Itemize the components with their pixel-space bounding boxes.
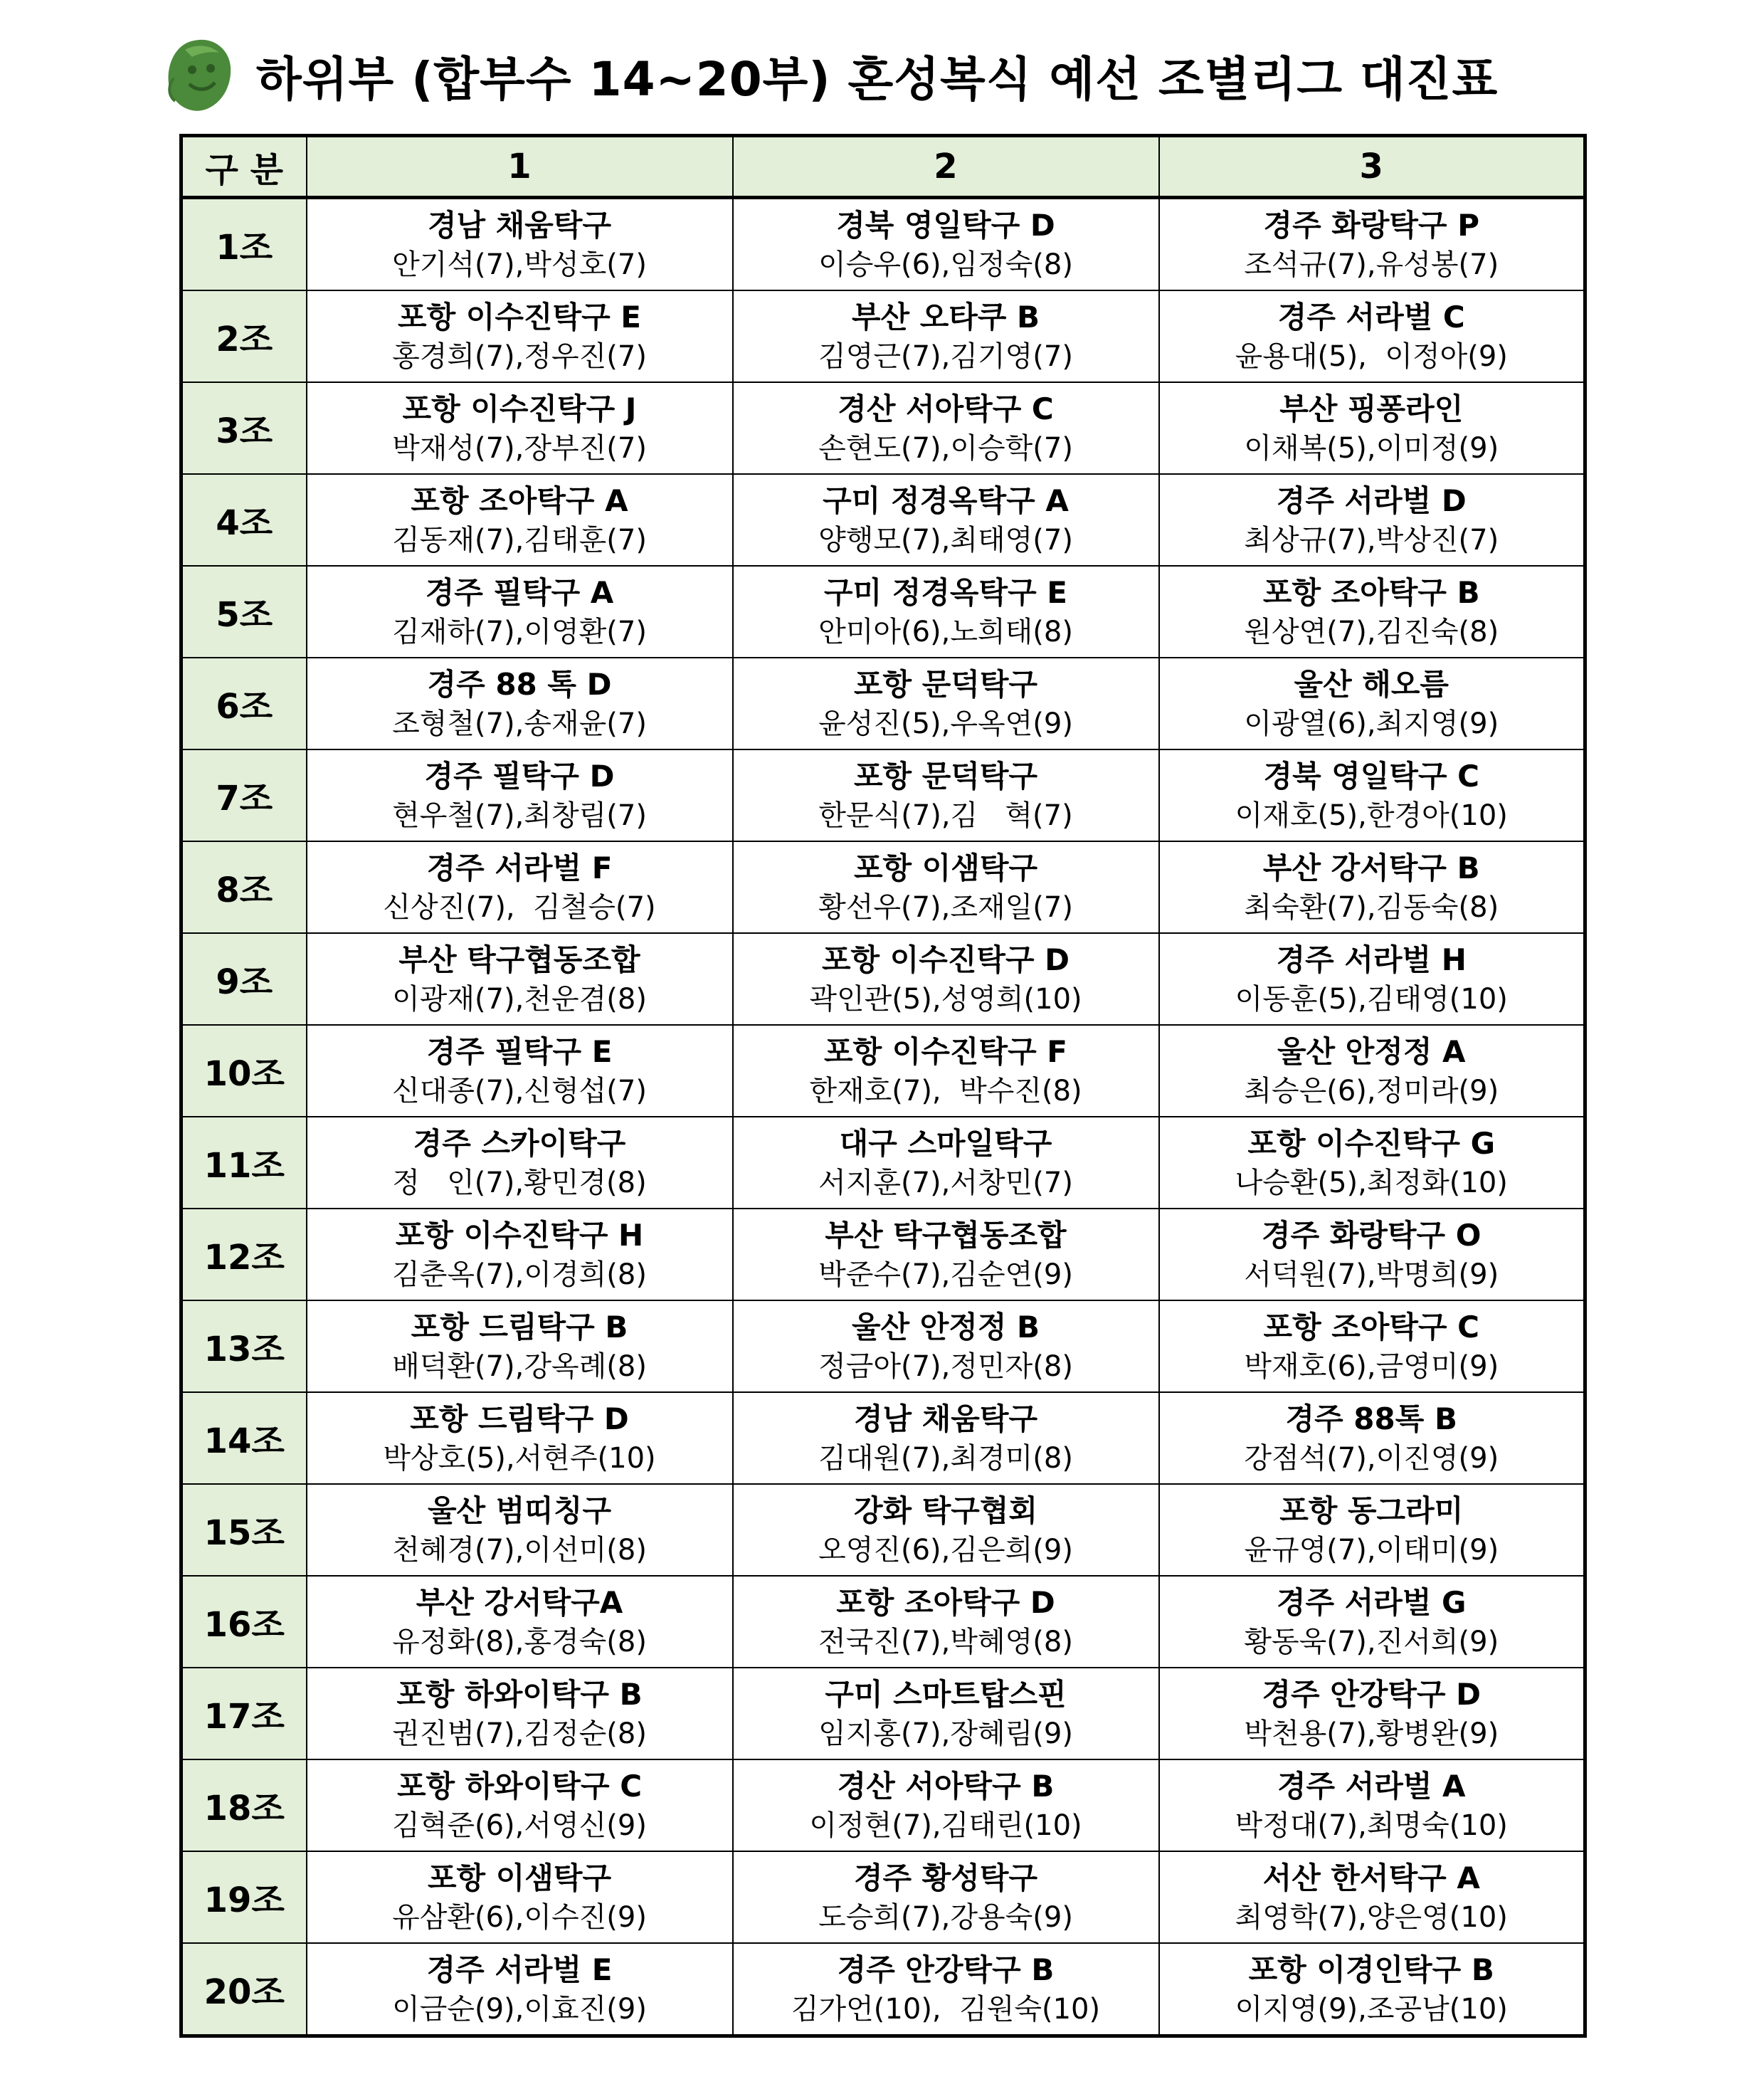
player-pair: 양행모(7),최태영(7) bbox=[818, 523, 1073, 557]
club-name: 대구 스마일탁구 bbox=[839, 1125, 1052, 1161]
club-name: 경산 서아탁구 C bbox=[838, 391, 1054, 426]
player-pair: 이광열(6),최지영(9) bbox=[1244, 707, 1499, 740]
table-row bbox=[181, 1576, 1585, 1668]
club-name: 구미 정경옥탁구 E bbox=[824, 574, 1067, 610]
team-cell bbox=[733, 841, 1159, 933]
player-pair: 신상진(7), 김철승(7) bbox=[383, 890, 656, 924]
club-name: 포항 조아탁구 D bbox=[836, 1584, 1055, 1620]
player-pair: 이정현(7),김태린(10) bbox=[809, 1809, 1082, 1842]
team-cell bbox=[1159, 749, 1585, 841]
team-cell bbox=[307, 382, 733, 474]
club-name: 경주 서라벌 C bbox=[1277, 299, 1465, 335]
group-label: 15조 bbox=[181, 1484, 307, 1576]
team-cell bbox=[307, 198, 733, 291]
team-cell bbox=[733, 1851, 1159, 1943]
team-cell bbox=[1159, 1576, 1585, 1668]
team-cell bbox=[1159, 198, 1585, 291]
player-pair: 윤용대(5), 이정아(9) bbox=[1235, 340, 1508, 373]
club-name: 경남 채움탁구 bbox=[427, 207, 612, 243]
table-row bbox=[181, 749, 1585, 841]
player-pair: 현우철(7),최창림(7) bbox=[392, 799, 647, 832]
group-label: 11조 bbox=[181, 1117, 307, 1209]
club-name: 포항 이수진탁구 H bbox=[395, 1217, 644, 1253]
club-name: 서산 한서탁구 A bbox=[1262, 1860, 1480, 1895]
player-pair: 권진범(7),김정순(8) bbox=[392, 1717, 647, 1750]
player-pair: 이동훈(5),김태영(10) bbox=[1235, 982, 1508, 1016]
table-header-row bbox=[181, 136, 1585, 198]
player-pair: 신대종(7),신형섭(7) bbox=[392, 1074, 647, 1107]
player-pair: 김혁준(6),서영신(9) bbox=[392, 1809, 647, 1842]
player-pair: 전국진(7),박혜영(8) bbox=[818, 1625, 1073, 1658]
group-label: 3조 bbox=[181, 382, 307, 474]
club-name: 경산 서아탁구 B bbox=[837, 1768, 1055, 1804]
player-pair: 이채복(5),이미정(9) bbox=[1244, 431, 1499, 465]
table-row bbox=[181, 474, 1585, 566]
player-pair: 박천용(7),황병완(9) bbox=[1244, 1717, 1499, 1750]
club-name: 부산 강서탁구A bbox=[416, 1584, 623, 1620]
team-cell bbox=[1159, 1943, 1585, 2036]
club-name: 경북 영일탁구 D bbox=[836, 207, 1055, 243]
club-name: 경북 영일탁구 C bbox=[1263, 758, 1479, 794]
player-pair: 나승환(5),최정화(10) bbox=[1235, 1166, 1508, 1199]
header-slot-3: 3 bbox=[1159, 136, 1585, 198]
group-label: 10조 bbox=[181, 1025, 307, 1117]
player-pair: 손현도(7),이승학(7) bbox=[818, 431, 1073, 465]
group-label: 14조 bbox=[181, 1392, 307, 1484]
club-name: 경주 안강탁구 D bbox=[1262, 1676, 1482, 1712]
club-name: 경주 화랑탁구 O bbox=[1262, 1217, 1482, 1253]
team-cell bbox=[1159, 1484, 1585, 1576]
team-cell bbox=[1159, 474, 1585, 566]
team-cell bbox=[733, 1209, 1159, 1300]
club-name: 부산 탁구협동조합 bbox=[398, 942, 640, 977]
team-cell bbox=[1159, 658, 1585, 749]
club-name: 포항 하와이탁구 B bbox=[396, 1676, 643, 1712]
team-cell bbox=[307, 1209, 733, 1300]
header-slot-1: 1 bbox=[307, 136, 733, 198]
team-cell bbox=[733, 382, 1159, 474]
group-label: 19조 bbox=[181, 1851, 307, 1943]
table-row bbox=[181, 1484, 1585, 1576]
player-pair: 곽인관(5),성영희(10) bbox=[809, 982, 1082, 1016]
player-pair: 임지홍(7),장혜림(9) bbox=[818, 1717, 1073, 1750]
group-label: 1조 bbox=[181, 198, 307, 291]
player-pair: 서지훈(7),서창민(7) bbox=[818, 1166, 1073, 1199]
club-name: 경주 서라벌 G bbox=[1276, 1584, 1467, 1620]
club-name: 경남 채움탁구 bbox=[853, 1401, 1038, 1436]
player-pair: 유정화(8),홍경숙(8) bbox=[392, 1625, 647, 1658]
club-name: 부산 오타쿠 B bbox=[851, 299, 1040, 335]
club-name: 경주 화랑탁구 P bbox=[1263, 207, 1479, 243]
player-pair: 최상규(7),박상진(7) bbox=[1244, 523, 1499, 557]
table-row bbox=[181, 658, 1585, 749]
player-pair: 황선우(7),조재일(7) bbox=[818, 890, 1073, 924]
player-pair: 윤성진(5),우옥연(9) bbox=[818, 707, 1073, 740]
player-pair: 서덕원(7),박명희(9) bbox=[1244, 1258, 1499, 1291]
club-name: 포항 문덕탁구 bbox=[853, 758, 1038, 794]
club-name: 울산 해오름 bbox=[1294, 666, 1449, 702]
club-name: 포항 이경인탁구 B bbox=[1248, 1952, 1494, 1987]
player-pair: 박재성(7),장부진(7) bbox=[392, 431, 647, 465]
team-cell bbox=[307, 1943, 733, 2036]
club-name: 포항 이수진탁구 G bbox=[1247, 1125, 1496, 1161]
club-name: 강화 탁구협회 bbox=[853, 1493, 1038, 1528]
club-name: 울산 안정정 B bbox=[851, 1309, 1040, 1344]
club-name: 포항 문덕탁구 bbox=[853, 666, 1038, 702]
club-name: 포항 드림탁구 B bbox=[411, 1309, 628, 1344]
header-slot-2: 2 bbox=[733, 136, 1159, 198]
club-name: 울산 범띠칭구 bbox=[427, 1493, 612, 1528]
club-name: 경주 필탁구 D bbox=[424, 758, 615, 794]
player-pair: 김재하(7),이영환(7) bbox=[392, 615, 647, 648]
player-pair: 이지영(9),조공남(10) bbox=[1235, 1992, 1508, 2026]
player-pair: 정금아(7),정민자(8) bbox=[818, 1349, 1073, 1383]
club-name: 포항 이수진탁구 E bbox=[398, 299, 641, 335]
team-cell bbox=[733, 1943, 1159, 2036]
team-cell bbox=[307, 1300, 733, 1392]
table-row bbox=[181, 382, 1585, 474]
team-cell bbox=[1159, 1392, 1585, 1484]
player-pair: 최승은(6),정미라(9) bbox=[1244, 1074, 1499, 1107]
club-name: 경주 서라벌 E bbox=[426, 1952, 613, 1987]
player-pair: 박상호(5),서현주(10) bbox=[383, 1441, 656, 1475]
group-label: 18조 bbox=[181, 1759, 307, 1851]
table-body bbox=[181, 198, 1585, 2036]
club-name: 포항 동그라미 bbox=[1279, 1493, 1464, 1528]
green-leaf-mascot-icon bbox=[164, 36, 235, 114]
club-name: 부산 탁구협동조합 bbox=[825, 1217, 1067, 1253]
team-cell bbox=[733, 1117, 1159, 1209]
club-name: 포항 이수진탁구 J bbox=[402, 391, 637, 426]
team-cell bbox=[1159, 382, 1585, 474]
team-cell bbox=[733, 198, 1159, 291]
club-name: 포항 이샘탁구 bbox=[427, 1860, 612, 1895]
team-cell bbox=[1159, 1759, 1585, 1851]
team-cell bbox=[307, 1851, 733, 1943]
team-cell bbox=[307, 749, 733, 841]
team-cell bbox=[307, 1484, 733, 1576]
team-cell bbox=[733, 1025, 1159, 1117]
club-name: 경주 안강탁구 B bbox=[837, 1952, 1055, 1987]
team-cell bbox=[307, 658, 733, 749]
team-cell bbox=[1159, 933, 1585, 1025]
table-row bbox=[181, 290, 1585, 382]
player-pair: 김동재(7),김태훈(7) bbox=[392, 523, 647, 557]
player-pair: 김영근(7),김기영(7) bbox=[818, 340, 1073, 373]
club-name: 경주 서라벌 F bbox=[426, 850, 613, 885]
player-pair: 이금순(9),이효진(9) bbox=[392, 1992, 647, 2026]
club-name: 포항 이수진탁구 D bbox=[821, 942, 1070, 977]
team-cell bbox=[733, 474, 1159, 566]
table-row bbox=[181, 1943, 1585, 2036]
group-label: 7조 bbox=[181, 749, 307, 841]
team-cell bbox=[307, 1025, 733, 1117]
group-label: 5조 bbox=[181, 566, 307, 658]
player-pair: 박정대(7),최명숙(10) bbox=[1235, 1809, 1508, 1842]
player-pair: 원상연(7),김진숙(8) bbox=[1244, 615, 1499, 648]
table-row bbox=[181, 1025, 1585, 1117]
player-pair: 안미아(6),노희태(8) bbox=[818, 615, 1073, 648]
player-pair: 박준수(7),김순연(9) bbox=[818, 1258, 1073, 1291]
player-pair: 이승우(6),임정숙(8) bbox=[818, 248, 1073, 281]
team-cell bbox=[1159, 1668, 1585, 1759]
team-cell bbox=[1159, 566, 1585, 658]
team-cell bbox=[733, 290, 1159, 382]
club-name: 포항 이수진탁구 F bbox=[824, 1033, 1067, 1069]
player-pair: 윤규영(7),이태미(9) bbox=[1244, 1533, 1499, 1567]
group-label: 16조 bbox=[181, 1576, 307, 1668]
club-name: 경주 스카이탁구 bbox=[413, 1125, 626, 1161]
team-cell bbox=[1159, 1025, 1585, 1117]
team-cell bbox=[1159, 1851, 1585, 1943]
table-row bbox=[181, 1209, 1585, 1300]
team-cell bbox=[307, 1576, 733, 1668]
player-pair: 김가언(10), 김원숙(10) bbox=[791, 1992, 1101, 2026]
team-cell bbox=[733, 566, 1159, 658]
group-label: 12조 bbox=[181, 1209, 307, 1300]
table-row bbox=[181, 566, 1585, 658]
club-name: 경주 황성탁구 bbox=[853, 1860, 1038, 1895]
team-cell bbox=[307, 841, 733, 933]
player-pair: 정 인(7),황민경(8) bbox=[392, 1166, 647, 1199]
team-cell bbox=[733, 933, 1159, 1025]
player-pair: 최영학(7),양은영(10) bbox=[1235, 1900, 1508, 1934]
club-name: 부산 강서탁구 B bbox=[1262, 850, 1480, 885]
team-cell bbox=[307, 566, 733, 658]
club-name: 경주 88톡 B bbox=[1285, 1401, 1457, 1436]
table-row bbox=[181, 1759, 1585, 1851]
group-label: 13조 bbox=[181, 1300, 307, 1392]
team-cell bbox=[733, 749, 1159, 841]
player-pair: 홍경희(7),정우진(7) bbox=[392, 340, 647, 373]
team-cell bbox=[1159, 1300, 1585, 1392]
table-row bbox=[181, 1117, 1585, 1209]
club-name: 경주 88 톡 D bbox=[427, 666, 612, 702]
club-name: 포항 조아탁구 A bbox=[411, 483, 628, 518]
team-cell bbox=[307, 933, 733, 1025]
club-name: 포항 조아탁구 B bbox=[1262, 574, 1480, 610]
team-cell bbox=[733, 1576, 1159, 1668]
team-cell bbox=[307, 1117, 733, 1209]
player-pair: 배덕환(7),강옥례(8) bbox=[392, 1349, 647, 1383]
player-pair: 조석규(7),유성봉(7) bbox=[1244, 248, 1499, 281]
player-pair: 김춘옥(7),이경희(8) bbox=[392, 1258, 647, 1291]
player-pair: 안기석(7),박성호(7) bbox=[392, 248, 647, 281]
table-row bbox=[181, 841, 1585, 933]
table-row bbox=[181, 1392, 1585, 1484]
player-pair: 김대원(7),최경미(8) bbox=[818, 1441, 1073, 1475]
player-pair: 천혜경(7),이선미(8) bbox=[392, 1533, 647, 1567]
club-name: 경주 서라벌 D bbox=[1276, 483, 1467, 518]
team-cell bbox=[733, 1300, 1159, 1392]
club-name: 경주 필탁구 A bbox=[425, 574, 614, 610]
group-label: 8조 bbox=[181, 841, 307, 933]
page-header bbox=[164, 28, 1498, 121]
club-name: 포항 조아탁구 C bbox=[1263, 1309, 1479, 1344]
club-name: 포항 드림탁구 D bbox=[410, 1401, 629, 1436]
player-pair: 조형철(7),송재윤(7) bbox=[392, 707, 647, 740]
team-cell bbox=[733, 1392, 1159, 1484]
table-row bbox=[181, 1851, 1585, 1943]
player-pair: 유삼환(6),이수진(9) bbox=[392, 1900, 647, 1934]
table-row bbox=[181, 1300, 1585, 1392]
team-cell bbox=[1159, 1209, 1585, 1300]
player-pair: 한재호(7), 박수진(8) bbox=[809, 1074, 1082, 1107]
header-division: 구 분 bbox=[181, 136, 307, 198]
player-pair: 강점석(7),이진영(9) bbox=[1244, 1441, 1499, 1475]
club-name: 경주 서라벌 A bbox=[1277, 1768, 1466, 1804]
team-cell bbox=[1159, 1117, 1585, 1209]
team-cell bbox=[733, 1484, 1159, 1576]
group-label: 20조 bbox=[181, 1943, 307, 2036]
team-cell bbox=[307, 474, 733, 566]
player-pair: 도승희(7),강용숙(9) bbox=[818, 1900, 1073, 1934]
club-name: 포항 하와이탁구 C bbox=[396, 1768, 643, 1804]
team-cell bbox=[1159, 290, 1585, 382]
group-draw-table bbox=[179, 134, 1587, 2038]
team-cell bbox=[307, 1668, 733, 1759]
group-label: 2조 bbox=[181, 290, 307, 382]
table-row bbox=[181, 933, 1585, 1025]
player-pair: 오영진(6),김은희(9) bbox=[818, 1533, 1073, 1567]
team-cell bbox=[307, 290, 733, 382]
group-label: 6조 bbox=[181, 658, 307, 749]
team-cell bbox=[307, 1392, 733, 1484]
club-name: 경주 서라벌 H bbox=[1276, 942, 1467, 977]
player-pair: 최숙환(7),김동숙(8) bbox=[1244, 890, 1499, 924]
club-name: 포항 이샘탁구 bbox=[853, 850, 1038, 885]
player-pair: 황동욱(7),진서희(9) bbox=[1244, 1625, 1499, 1658]
team-cell bbox=[733, 1759, 1159, 1851]
club-name: 경주 필탁구 E bbox=[426, 1033, 613, 1069]
player-pair: 박재호(6),금영미(9) bbox=[1244, 1349, 1499, 1383]
team-cell bbox=[307, 1759, 733, 1851]
club-name: 울산 안정정 A bbox=[1277, 1033, 1466, 1069]
table-row bbox=[181, 198, 1585, 291]
team-cell bbox=[1159, 841, 1585, 933]
club-name: 부산 핑퐁라인 bbox=[1279, 391, 1464, 426]
club-name: 구미 정경옥탁구 A bbox=[823, 483, 1069, 518]
group-label: 17조 bbox=[181, 1668, 307, 1759]
player-pair: 한문식(7),김 혁(7) bbox=[818, 799, 1073, 832]
team-cell bbox=[733, 658, 1159, 749]
player-pair: 이광재(7),천운겸(8) bbox=[392, 982, 647, 1016]
team-cell bbox=[733, 1668, 1159, 1759]
group-label: 4조 bbox=[181, 474, 307, 566]
club-name: 구미 스마트탑스핀 bbox=[825, 1676, 1067, 1712]
page-title: 하위부 (합부수 14~20부) 혼성복식 예선 조별리그 대진표 bbox=[256, 51, 1499, 107]
group-label: 9조 bbox=[181, 933, 307, 1025]
player-pair: 이재호(5),한경아(10) bbox=[1235, 799, 1508, 832]
table-row bbox=[181, 1668, 1585, 1759]
